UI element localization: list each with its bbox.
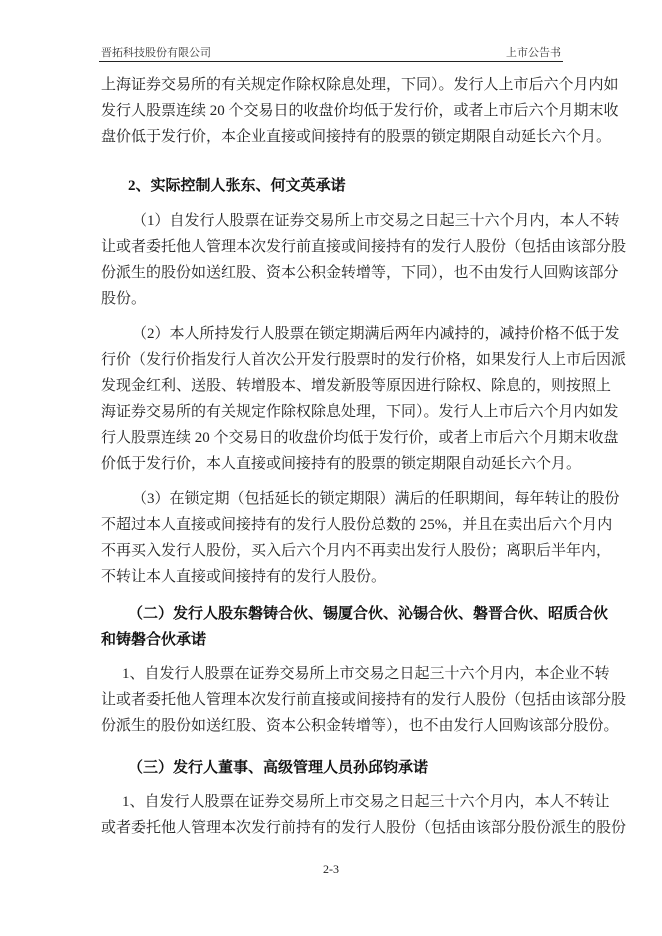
text-line: 或者委托他人管理本次发行前持有的发行人股份（包括由该部分股份派生的股份 — [101, 820, 627, 836]
text-line: 不超过本人直接或间接持有的发行人股份总数的 25%，并且在卖出后六个月内 — [101, 517, 613, 533]
section-heading: 2、实际控制人张东、何文英承诺 — [128, 178, 346, 194]
text-line: 股份。 — [101, 291, 147, 307]
text-line: 上海证券交易所的有关规定作除权除息处理，下同）。发行人上市后六个月内如 — [101, 77, 619, 93]
text-line: （1）自发行人股票在证券交易所上市交易之日起三十六个月内，本人不转 — [132, 213, 620, 229]
text-line: 1、自发行人股票在证券交易所上市交易之日起三十六个月内，本人不转让 — [122, 794, 610, 810]
text-line: 不转让本人直接或间接持有的发行人股份。 — [101, 569, 387, 585]
text-line: 发行人股票连续 20 个交易日的收盘价均低于发行价，或者上市后六个月期末收 — [101, 103, 619, 119]
text-line: 让或者委托他人管理本次发行前直接或间接持有的发行人股份（包括由该部分股 — [101, 692, 627, 708]
text-line: 不再买入发行人股份，买入后六个月内不再卖出发行人股份；离职后半年内， — [101, 543, 612, 559]
section-heading: （三）发行人董事、高级管理人员孙邱钧承诺 — [128, 760, 429, 776]
header-company-name: 晋拓科技股份有限公司 — [101, 47, 211, 59]
text-line: 发现金红利、送股、转增股本、增发新股等原因进行除权、除息的，则按照上 — [101, 378, 612, 394]
text-line: 价低于发行价，本人直接或间接持有的股票的锁定期限自动延长六个月。 — [101, 456, 582, 472]
text-line: 让或者委托他人管理本次发行前直接或间接持有的发行人股份（包括由该部分股 — [101, 239, 627, 255]
text-line: 行人股票连续 20 个交易日的收盘价均低于发行价，或者上市后六个月期末收盘 — [101, 430, 619, 446]
header-document-type: 上市公告书 — [506, 47, 561, 59]
text-line: 份派生的股份如送红股、资本公积金转增等，下同），也不由发行人回购该部分 — [101, 265, 619, 281]
text-line: 盘价低于发行价，本企业直接或间接持有的股票的锁定期限自动延长六个月。 — [101, 129, 612, 145]
header-divider — [99, 61, 563, 62]
text-line: 行价（发行价指发行人首次公开发行股票时的发行价格，如果发行人上市后因派 — [101, 352, 627, 368]
text-line: 海证券交易所的有关规定作除权除息处理，下同）。发行人上市后六个月内如发 — [101, 404, 619, 420]
section-heading: 和铸磐合伙承诺 — [101, 632, 207, 648]
section-heading: （二）发行人股东磐铸合伙、锡厦合伙、沁锡合伙、磐晋合伙、昭质合伙 — [128, 606, 609, 622]
text-line: （3）在锁定期（包括延长的锁定期限）满后的任职期间，每年转让的股份 — [132, 491, 620, 507]
text-line: 1、自发行人股票在证券交易所上市交易之日起三十六个月内，本企业不转 — [122, 666, 610, 682]
page-number: 2-3 — [323, 862, 339, 876]
text-line: （2）本人所持发行人股票在锁定期满后两年内减持的，减持价格不低于发 — [132, 326, 620, 342]
text-line: 份派生的股份如送红股、资本公积金转增等），也不由发行人回购该部分股份。 — [101, 718, 619, 734]
